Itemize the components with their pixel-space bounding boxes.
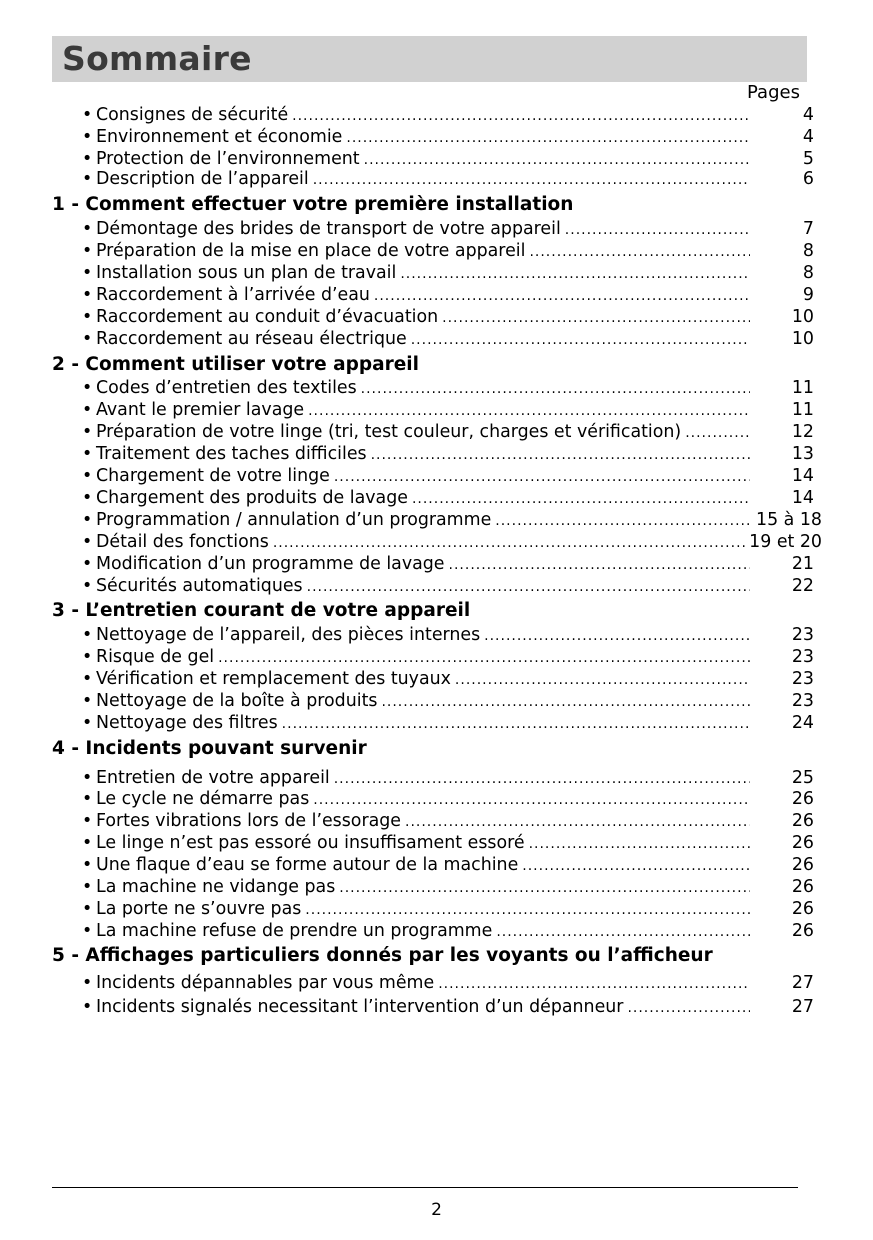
toc-entry [82,854,822,876]
pages-column-label: Pages [747,82,800,103]
toc-entry-label: Sécurités automatiques [96,576,303,596]
toc-entry-page: 19 et 20 [749,532,822,552]
dot-leader [313,169,750,191]
toc-entry-page: 10 [791,307,814,327]
toc-entry-page: 9 [802,285,814,305]
bullet: • [82,669,93,689]
toc-entry [82,399,822,421]
toc-entry-label: Le cycle ne démarre pas [96,789,310,809]
dot-leader [685,422,750,444]
toc-entry-page: 26 [791,811,814,831]
toc-entry-label: Consignes de sécurité [96,105,289,125]
bullet: • [82,855,93,875]
bullet: • [82,625,93,645]
toc-entry [82,712,822,734]
dot-leader [411,329,750,351]
toc-entry-page: 11 [791,400,814,420]
bullet: • [82,973,93,993]
toc-entry-label: Nettoyage de la boîte à produits [96,691,378,711]
toc-entry-label: Vérification et remplacement des tuyaux [96,669,451,689]
bullet: • [82,532,93,552]
page-number: 2 [431,1200,442,1220]
toc-entry-label: Raccordement au réseau électrique [96,329,407,349]
toc-entry-label: Détail des fonctions [96,532,269,552]
toc-entry-label: La machine ne vidange pas [96,877,336,897]
bullet: • [82,169,93,189]
toc-entry [82,810,822,832]
dot-leader [455,669,750,691]
toc-entry-label: Nettoyage de l’appareil, des pièces internes [96,625,481,645]
toc-entry-page: 7 [802,219,814,239]
toc-entry [82,575,822,597]
toc-entry-label: Nettoyage des filtres [96,713,278,733]
dot-leader [334,466,750,488]
dot-leader [361,378,750,400]
bullet: • [82,285,93,305]
toc-entry-label: Modification d’un programme de lavage [96,554,445,574]
dot-leader [334,768,750,790]
toc-entry [82,832,822,854]
bullet: • [82,127,93,147]
bullet: • [82,241,93,261]
toc-entry [82,788,822,810]
bullet: • [82,811,93,831]
toc-entry [82,767,822,789]
toc-entry-label: Incidents signalés necessitant l’intervention d’un dépanneur [96,997,624,1017]
dot-leader [305,899,750,921]
toc-entry-page: 4 [802,105,814,125]
bullet: • [82,378,93,398]
bullet: • [82,329,93,349]
bullet: • [82,149,93,169]
toc-entry-page: 26 [791,789,814,809]
bullet: • [82,263,93,283]
toc-entry [82,218,822,240]
toc-entry-label: Incidents dépannables par vous même [96,973,435,993]
dot-leader [442,307,750,329]
toc-entry [82,465,822,487]
toc-entry [82,487,822,509]
bullet: • [82,576,93,596]
dot-leader [495,510,752,532]
dot-leader [400,263,750,285]
dot-leader [381,691,750,713]
toc-entry-label: Le linge n’est pas essoré ou insuffisament essoré [96,833,525,853]
dot-leader [339,877,750,899]
bullet: • [82,400,93,420]
section-heading: 2 - Comment utiliser votre appareil [52,354,419,375]
toc-entry [82,920,822,942]
bullet: • [82,899,93,919]
toc-entry [82,668,822,690]
bullet: • [82,691,93,711]
bullet: • [82,768,93,788]
title-bar [52,36,807,82]
toc-entry-page: 24 [791,713,814,733]
bullet: • [82,554,93,574]
dot-leader [346,127,750,149]
toc-entry-label: Démontage des brides de transport de votre appareil [96,219,561,239]
dot-leader [273,532,745,554]
toc-entry-page: 8 [802,241,814,261]
footer-divider [52,1187,798,1188]
dot-leader [565,219,750,241]
toc-entry-label: Codes d’entretien des textiles [96,378,357,398]
toc-entry-page: 10 [791,329,814,349]
toc-entry-page: 14 [791,488,814,508]
toc-entry [82,377,822,399]
toc-entry-label: La machine refuse de prendre un programme [96,921,493,941]
toc-entry-page: 6 [802,169,814,189]
toc-entry [82,553,822,575]
bullet: • [82,713,93,733]
bullet: • [82,877,93,897]
bullet: • [82,647,93,667]
toc-entry-label: Préparation de la mise en place de votre appareil [96,241,526,261]
toc-entry-page: 23 [791,691,814,711]
toc-entry-label: Chargement des produits de lavage [96,488,408,508]
dot-leader [529,833,750,855]
toc-entry-label: Installation sous un plan de travail [96,263,397,283]
bullet: • [82,789,93,809]
dot-leader [405,811,750,833]
toc-entry-label: Programmation / annulation d’un programme [96,510,492,530]
dot-leader [627,997,750,1019]
toc-entry [82,996,822,1018]
dot-leader [218,647,750,669]
toc-entry [82,531,822,553]
dot-leader [449,554,750,576]
toc-entry-label: Une flaque d’eau se forme autour de la machine [96,855,519,875]
bullet: • [82,422,93,442]
toc-entry-label: Entretien de votre appareil [96,768,330,788]
toc-entry [82,284,822,306]
toc-entry-page: 22 [791,576,814,596]
toc-entry-page: 4 [802,127,814,147]
toc-entry-page: 8 [802,263,814,283]
toc-entry [82,898,822,920]
bullet: • [82,488,93,508]
dot-leader [282,713,750,735]
toc-entry-label: Protection de l’environnement [96,149,360,169]
section-heading: 4 - Incidents pouvant survenir [52,738,367,759]
dot-leader [292,105,750,127]
dot-leader [529,241,750,263]
toc-entry-label: Description de l’appareil [96,169,309,189]
toc-entry [82,148,822,170]
toc-entry-page: 26 [791,833,814,853]
toc-entry-label: Environnement et économie [96,127,343,147]
toc-entry-page: 27 [791,973,814,993]
toc-entry [82,876,822,898]
toc-entry [82,690,822,712]
dot-leader [308,400,750,422]
toc-entry-page: 15 à 18 [756,510,822,530]
toc-entry-label: Avant le premier lavage [96,400,305,420]
dot-leader [496,921,750,943]
section-heading: 3 - L’entretien courant de votre appareil [52,600,471,621]
toc-entry-label: La porte ne s’ouvre pas [96,899,302,919]
toc-entry [82,240,822,262]
toc-entry-page: 12 [791,422,814,442]
toc-entry-page: 26 [791,877,814,897]
toc-entry [82,443,822,465]
section-heading: 5 - Affichages particuliers donnés par les voyants ou l’afficheur [52,945,713,966]
toc-entry [82,972,822,994]
toc-entry-page: 13 [791,444,814,464]
toc-entry [82,104,822,126]
bullet: • [82,219,93,239]
bullet: • [82,510,93,530]
toc-entry-label: Raccordement au conduit d’évacuation [96,307,439,327]
bullet: • [82,997,93,1017]
toc-entry-page: 23 [791,647,814,667]
bullet: • [82,466,93,486]
toc-entry [82,168,822,190]
dot-leader [374,285,750,307]
toc-entry [82,509,822,531]
bullet: • [82,921,93,941]
toc-entry-page: 23 [791,669,814,689]
toc-entry-page: 27 [791,997,814,1017]
toc-entry-page: 25 [791,768,814,788]
toc-entry [82,421,822,443]
toc-entry-label: Fortes vibrations lors de l’essorage [96,811,401,831]
toc-entry-page: 5 [802,149,814,169]
dot-leader [522,855,750,877]
dot-leader [371,444,750,466]
toc-entry [82,328,822,350]
toc-entry [82,306,822,328]
toc-entry-label: Préparation de votre linge (tri, test couleur, charges et vérification) [96,422,682,442]
toc-entry-label: Risque de gel [96,647,215,667]
toc-entry-page: 21 [791,554,814,574]
bullet: • [82,444,93,464]
toc-entry-page: 23 [791,625,814,645]
toc-entry [82,126,822,148]
toc-entry-page: 26 [791,921,814,941]
toc-entry-page: 26 [791,855,814,875]
dot-leader [313,789,750,811]
bullet: • [82,105,93,125]
dot-leader [412,488,750,510]
toc-entry-label: Traitement des taches difficiles [96,444,367,464]
bullet: • [82,307,93,327]
toc-entry-label: Raccordement à l’arrivée d’eau [96,285,370,305]
toc-entry-label: Chargement de votre linge [96,466,330,486]
toc-entry [82,624,822,646]
section-heading: 1 - Comment effectuer votre première installation [52,194,574,215]
toc-entry-page: 11 [791,378,814,398]
dot-leader [484,625,750,647]
bullet: • [82,833,93,853]
toc-entry [82,646,822,668]
page-title: Sommaire [62,39,252,78]
toc-entry-page: 26 [791,899,814,919]
toc-entry-page: 14 [791,466,814,486]
dot-leader [307,576,750,598]
dot-leader [438,973,750,995]
toc-entry [82,262,822,284]
